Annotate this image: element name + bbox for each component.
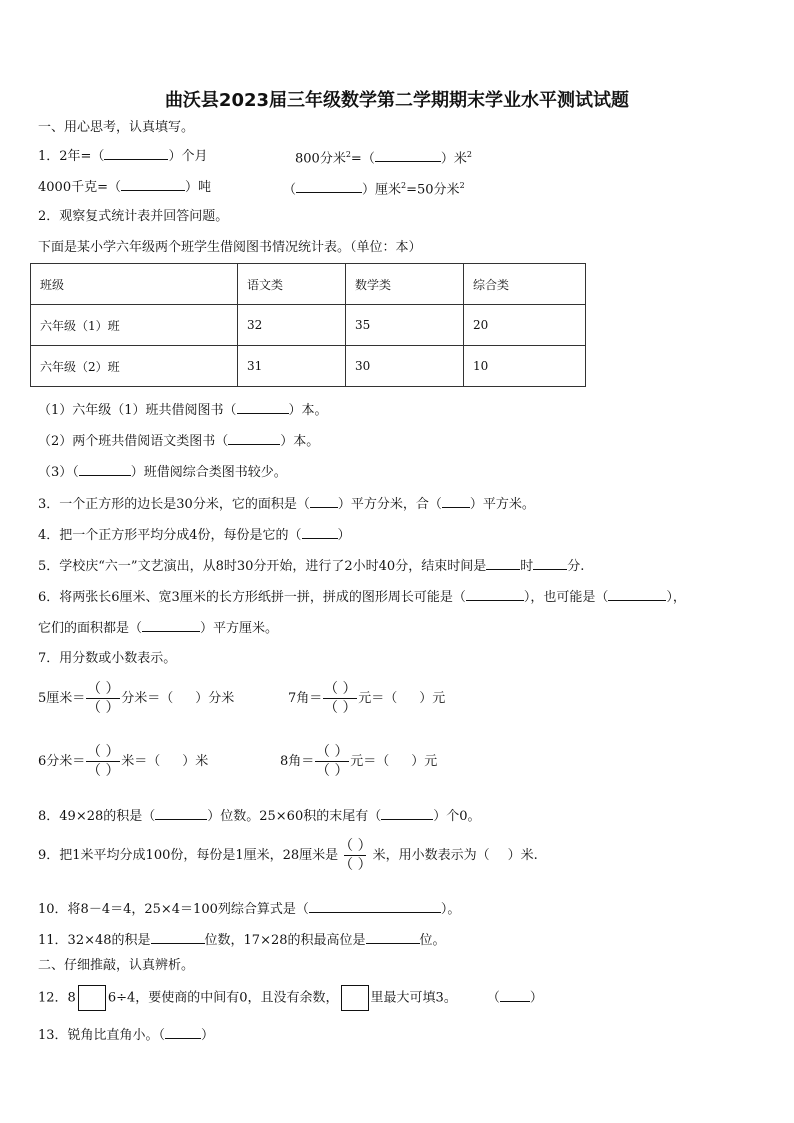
answer-blank[interactable] <box>296 179 362 193</box>
answer-blank[interactable] <box>79 462 131 476</box>
question-1-line-2: 4000千克=（ ）吨 <box>38 177 211 197</box>
answer-blank[interactable] <box>466 587 524 601</box>
answer-blank[interactable] <box>104 146 168 160</box>
question-4: 4．把一个正方形平均分成4份，每份是它的（ ） <box>38 525 351 545</box>
question-8: 8．49×28的积是（ ）位数。25×60积的末尾有（ ）个0。 <box>38 806 481 826</box>
answer-blank[interactable] <box>228 431 280 445</box>
question-7-row-1: 5厘米＝ $\frac{( )}{( )}$ 分米＝（ ）分米 <box>38 681 235 716</box>
fraction-blank[interactable]: $\frac{( )}{( )}$ <box>87 744 120 779</box>
answer-blank[interactable] <box>309 899 441 913</box>
question-6-line-2: 它们的面积都是（ ）平方厘米。 <box>38 618 278 638</box>
table-cell: 35 <box>346 305 464 346</box>
table-cell: 31 <box>238 346 346 387</box>
question-12: 12．8 6÷4，要使商的中间有0，且没有余数， 里最大可填3。 （ ） <box>38 985 543 1012</box>
answer-blank[interactable] <box>155 806 207 820</box>
table-header-cell: 语文类 <box>238 264 346 305</box>
question-3: 3．一个正方形的边长是30分米，它的面积是（ ）平方分米，合（ ）平方米。 <box>38 494 535 514</box>
answer-blank[interactable] <box>442 494 470 508</box>
answer-blank[interactable] <box>151 930 205 944</box>
table-header-cell: 综合类 <box>464 264 586 305</box>
question-5: 5．学校庆“六一”文艺演出，从8时30分开始，进行了2小时40分，结束时间是 时 分. <box>38 556 584 576</box>
question-1-line-1: 1．2年=（ ）个月 <box>38 146 207 166</box>
fraction-blank[interactable]: $\frac{( )}{( )}$ <box>316 744 349 779</box>
answer-blank[interactable] <box>142 618 200 632</box>
question-7-row-1b: 7角＝ $\frac{( )}{( )}$ 元＝（ ）元 <box>288 681 446 716</box>
digit-box[interactable] <box>78 985 106 1011</box>
question-13: 13．锐角比直角小。（ ） <box>38 1025 214 1045</box>
answer-blank[interactable] <box>608 587 666 601</box>
table-cell: 20 <box>464 305 586 346</box>
statistics-table <box>30 263 586 387</box>
answer-blank[interactable] <box>302 525 338 539</box>
page-title: 曲沃县2023届三年级数学第二学期期末学业水平测试试题 <box>164 90 630 111</box>
answer-blank[interactable] <box>121 177 185 191</box>
answer-blank[interactable] <box>366 930 420 944</box>
section-1-heading: 一、用心思考，认真填写。 <box>38 120 195 135</box>
table-header-row <box>31 264 586 305</box>
fraction-blank[interactable]: $\frac{( )}{( )}$ <box>87 681 120 716</box>
section-2-heading: 二、仔细推敲，认真辨析。 <box>38 958 195 973</box>
table-intro: 下面是某小学六年级两个班学生借阅图书情况统计表。（单位：本） <box>38 240 422 255</box>
question-9: 9．把1米平均分成100份，每份是1厘米，28厘米是 $\frac{( )}{( )}$ 米，用小数表示为（ ）米. <box>38 838 538 873</box>
table-row <box>31 305 586 346</box>
answer-blank[interactable] <box>165 1025 201 1039</box>
question-1-line-1b: 800分米$^2$=（ ）米$^2$ <box>295 150 472 167</box>
question-6-line-1: 6．将两张长6厘米、宽3厘米的长方形纸拼一拼，拼成的图形周长可能是（ ），也可能是（ ）， <box>38 587 686 607</box>
answer-blank[interactable] <box>375 148 441 162</box>
table-cell: 32 <box>238 305 346 346</box>
question-2-sub-2: （2）两个班共借阅语文类图书（ ）本。 <box>38 431 319 451</box>
question-10: 10．将8－4＝4，25×4＝100列综合算式是（ ）。 <box>38 899 460 919</box>
question-2-sub-3: （3）（ ）班借阅综合类图书较少。 <box>38 462 287 482</box>
question-11: 11．32×48的积是 位数，17×28的积最高位是 位。 <box>38 930 446 950</box>
question-2: 2．观察复式统计表并回答问题。 <box>38 209 229 224</box>
table-cell: 30 <box>346 346 464 387</box>
table-cell: 六年级（2）班 <box>31 346 238 387</box>
fraction-blank[interactable]: $\frac{( )}{( )}$ <box>324 681 357 716</box>
table-cell: 六年级（1）班 <box>31 305 238 346</box>
table-cell: 10 <box>464 346 586 387</box>
answer-blank[interactable] <box>237 400 289 414</box>
answer-blank[interactable] <box>310 494 338 508</box>
fraction-blank[interactable]: $\frac{( )}{( )}$ <box>339 838 372 873</box>
answer-blank[interactable] <box>486 556 520 570</box>
question-1-line-2b: （ ）厘米$^2$=50分米$^2$ <box>283 181 465 198</box>
answer-blank[interactable] <box>533 556 567 570</box>
answer-blank[interactable] <box>381 806 433 820</box>
question-7-row-2: 6分米＝ $\frac{( )}{( )}$ 米＝（ ）米 <box>38 744 209 779</box>
question-7: 7．用分数或小数表示。 <box>38 651 177 666</box>
question-2-sub-1: （1）六年级（1）班共借阅图书（ ）本。 <box>38 400 328 420</box>
answer-blank[interactable] <box>500 988 530 1002</box>
question-7-row-2b: 8角＝ $\frac{( )}{( )}$ 元＝（ ）元 <box>280 744 438 779</box>
table-header-cell: 班级 <box>31 264 238 305</box>
table-row <box>31 346 586 387</box>
table-header-cell: 数学类 <box>346 264 464 305</box>
digit-box[interactable] <box>341 985 369 1011</box>
